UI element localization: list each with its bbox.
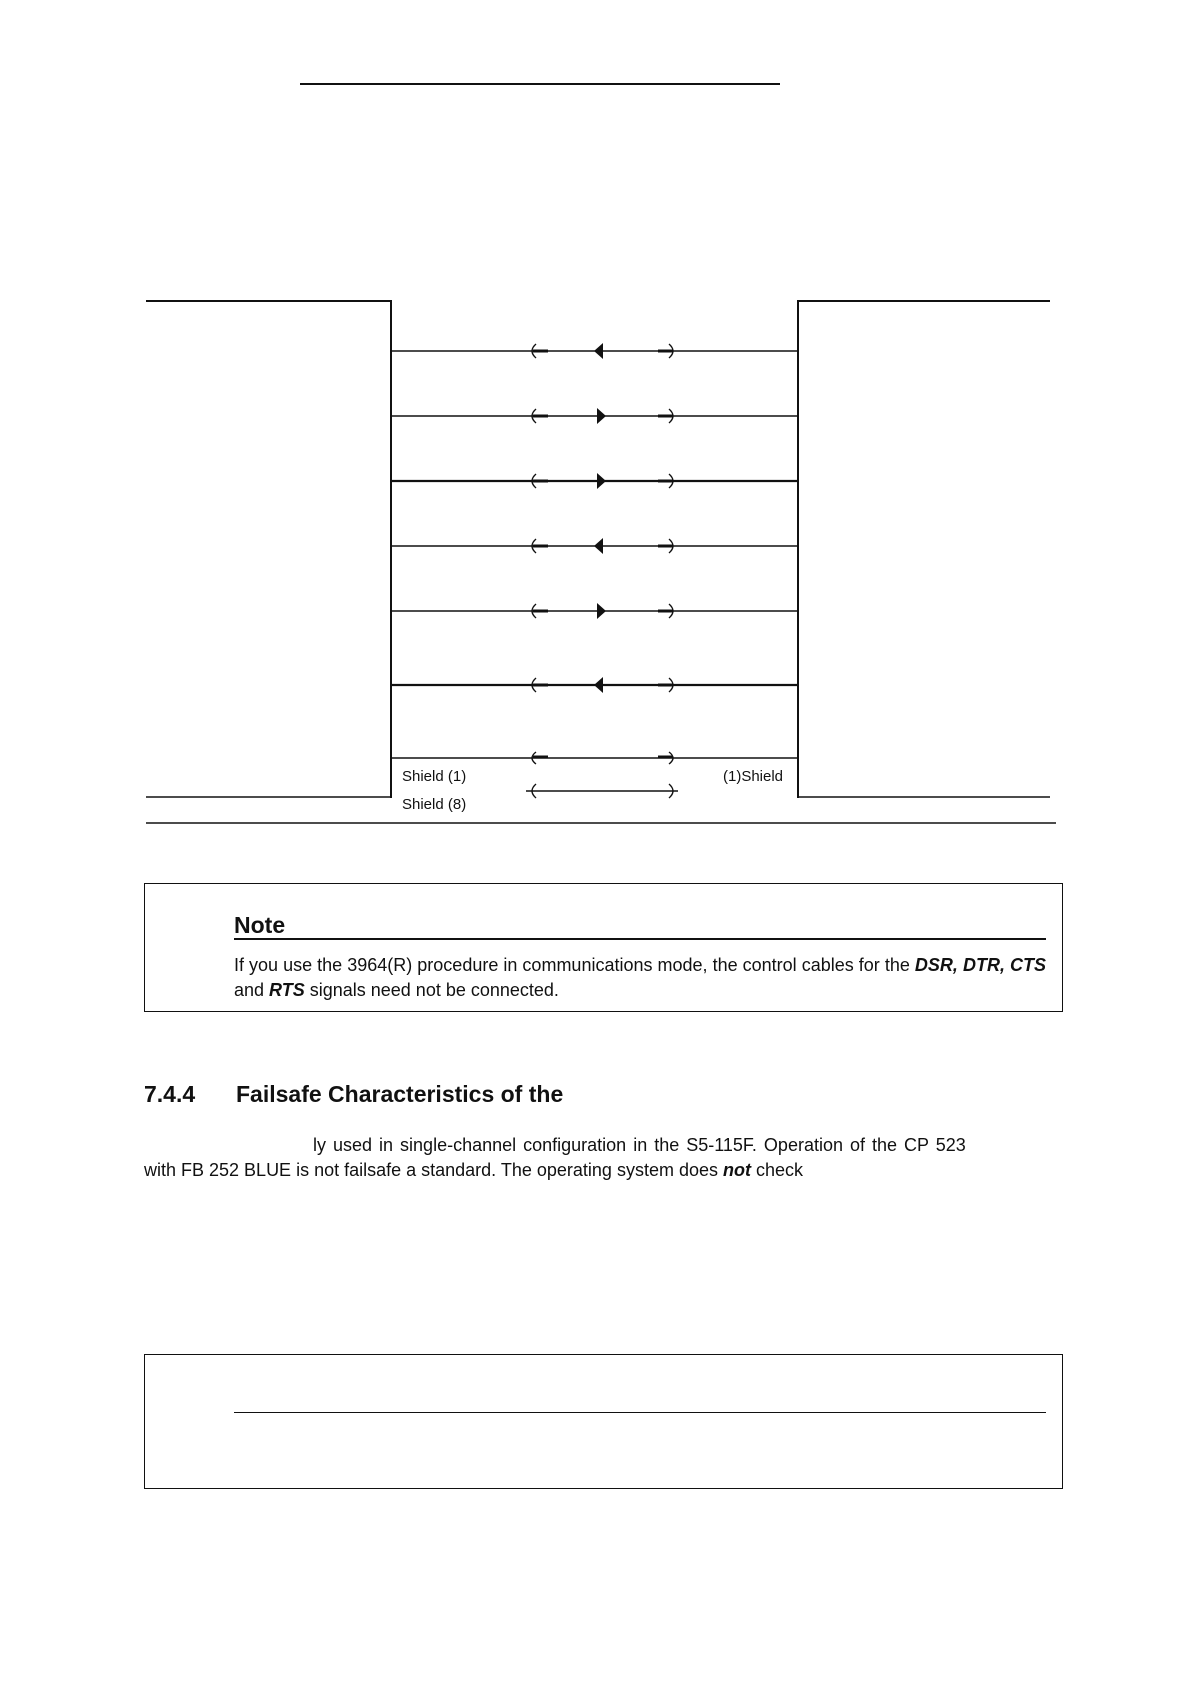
signal-6-arrow-left bbox=[594, 677, 603, 693]
shield-label-left-1: Shield (1) bbox=[402, 768, 467, 785]
note-box-2 bbox=[144, 1354, 1063, 1489]
signal-2-arrow-right bbox=[597, 408, 606, 424]
signal-1-arrow-left bbox=[594, 343, 603, 359]
note-text bbox=[234, 953, 1046, 1003]
note-and-word: and bbox=[234, 980, 270, 1000]
signal-5-arrow-right bbox=[597, 603, 606, 619]
note-title: Note bbox=[234, 912, 286, 938]
signal-3-arrow-right bbox=[597, 473, 606, 489]
note-text-part1: If you use the 3964(R) procedure in communications mode, the control cables for the bbox=[234, 955, 915, 975]
wiring-diagram bbox=[0, 0, 1194, 840]
section-number: 7.4.4 bbox=[144, 1081, 196, 1107]
shield-label-right-1: (1)Shield bbox=[723, 768, 784, 785]
note-signal-rts: RTS bbox=[269, 980, 305, 1000]
paragraph-line-2-a: with FB 252 BLUE is not failsafe a standard. The operating system does bbox=[144, 1160, 723, 1180]
paragraph-line-2 bbox=[144, 1158, 803, 1183]
note-text-part2: signals need not be connected. bbox=[304, 980, 559, 1000]
section-title: Failsafe Characteristics of the bbox=[236, 1081, 564, 1107]
note-title-rule bbox=[234, 938, 1046, 940]
note-box-2-rule bbox=[234, 1412, 1046, 1413]
note-signals-1: DSR, DTR, CTS bbox=[914, 955, 1046, 975]
signal-4-arrow-left bbox=[594, 538, 603, 554]
paragraph-line-1: ly used in single-channel configuration in the S5-115F. Operation of the CP 523 bbox=[313, 1135, 966, 1155]
paragraph-line-2-b: check bbox=[750, 1160, 803, 1180]
paragraph-emphasis-not: not bbox=[722, 1160, 751, 1180]
shield-label-left-8: Shield (8) bbox=[402, 796, 467, 813]
